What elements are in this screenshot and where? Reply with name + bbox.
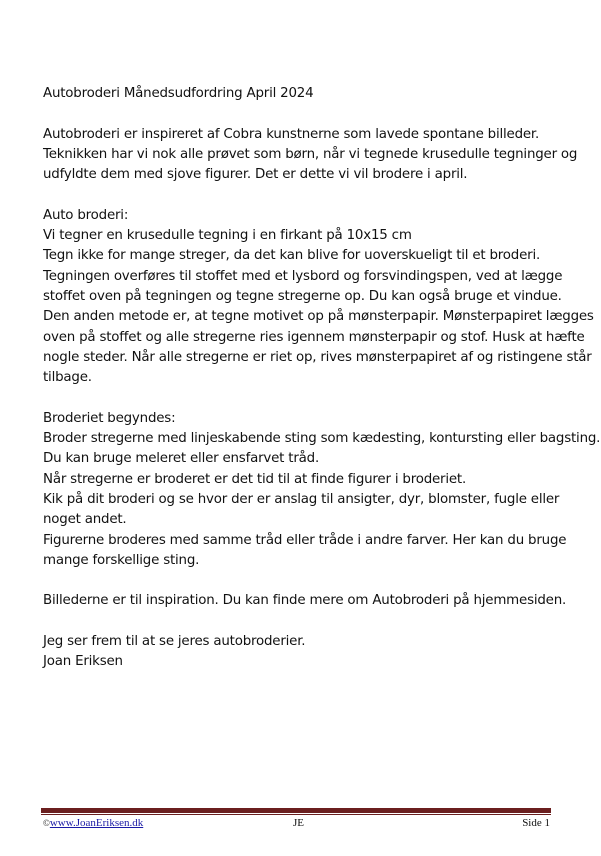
section1-line: nogle steder. Når alle stregerne er riet op, rives mønsterpapiret af og ristingene står: [43, 349, 592, 365]
copyright-icon: ©: [43, 818, 50, 828]
blank-line: [43, 571, 563, 591]
blank-line: [43, 104, 563, 124]
footer-rule: [41, 808, 551, 813]
section2-line: Kik på dit broderi og se hvor der er anslag til ansigter, dyr, blomster, fugle eller: [43, 491, 560, 507]
section1-line: Tegningen overføres til stoffet med et lysbord og forsvindingspen, ved at lægge: [43, 268, 563, 284]
section-heading-auto-broderi: Auto broderi:: [43, 207, 129, 223]
section1-line: Tegn ikke for mange streger, da det kan blive for uoverskueligt til et broderi.: [43, 248, 541, 264]
website-link[interactable]: www.JoanEriksen.dk: [49, 817, 144, 829]
section1-line: Den anden metode er, at tegne motivet op på mønsterpapir. Mønsterpapiret lægges: [43, 309, 594, 325]
section2-line: noget andet.: [43, 512, 127, 528]
section2-line: Broder stregerne med linjeskabende sting som kædesting, kontursting eller bagsting.: [43, 431, 601, 447]
section2-line: mange forskellige sting.: [43, 552, 200, 568]
page-footer: [43, 816, 550, 830]
intro-line: Teknikken har vi nok alle prøvet som børn, når vi tegnede krusedulle tegninger og: [43, 146, 578, 162]
document-title: Autobroderi Månedsudfordring April 2024: [43, 86, 314, 101]
section2-line: Du kan bruge meleret eller ensfarvet tråd.: [43, 451, 320, 467]
footer-rule-thin: [41, 814, 551, 815]
author-name: Joan Eriksen: [43, 654, 123, 670]
section2-line: Når stregerne er broderet er det tid til at finde figurer i broderiet.: [43, 471, 467, 487]
section-heading-broderiet-begyndes: Broderiet begyndes:: [43, 410, 176, 426]
section1-line: oven på stoffet og alle stregerne ries igennem mønsterpapir og stof. Husk at hæfte: [43, 329, 585, 345]
intro-line: Autobroderi er inspireret af Cobra kunstnerne som lavede spontane billeder.: [43, 126, 540, 142]
closing-line: Billederne er til inspiration. Du kan finde mere om Autobroderi på hjemmesiden.: [43, 593, 567, 609]
section1-line: Vi tegner en krusedulle tegning i en firkant på 10x15 cm: [43, 228, 412, 244]
page-number: Side 1: [522, 817, 550, 829]
blank-line: [43, 185, 563, 205]
blank-line: [43, 388, 563, 408]
signoff-line: Jeg ser frem til at se jeres autobroderier.: [43, 634, 306, 650]
footer-copyright: [43, 816, 143, 830]
footer-initials: JE: [293, 817, 304, 829]
section2-line: Figurerne broderes med samme tråd eller tråde i andre farver. Her kan du bruge: [43, 532, 567, 548]
blank-line: [43, 612, 563, 632]
document-body: [43, 84, 601, 673]
section1-line: stoffet oven på tegningen og tegne stregerne op. Du kan også bruge et vindue.: [43, 288, 562, 304]
section1-line: tilbage.: [43, 370, 92, 386]
intro-line: udfyldte dem med sjove figurer. Det er dette vi vil brodere i april.: [43, 167, 468, 183]
